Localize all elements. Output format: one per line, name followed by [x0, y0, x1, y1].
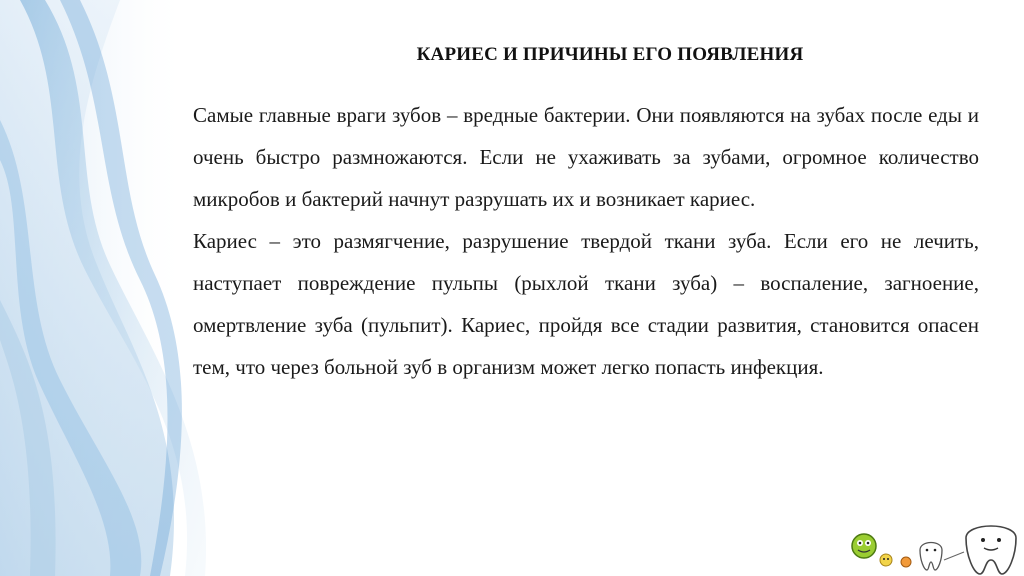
cartoon-teeth-and-bacteria-illustration-icon [846, 516, 1024, 576]
slide-title: КАРИЕС И ПРИЧИНЫ ЕГО ПОЯВЛЕНИЯ [416, 44, 804, 65]
paragraph-bacteria: Самые главные враги зубов – вредные бактерии. Они появляются на зубах после еды и очень быстро размножаются. Если не ухаживать за зубами, огромное количество микробов и бактерий начнут разрушать их и возникает кариес. [193, 103, 979, 211]
slide-body [193, 94, 979, 388]
paragraph-caries-definition: Кариес – это размягчение, разрушение твердой ткани зуба. Если его не лечить, наступает повреждение пульпы (рыхлой ткани зуба) – воспаление, загноение, омертвление зуба (пульпит). Кариес, пройдя все стадии развития, становится опасен тем, что через больной зуб в организм может легко попасть инфекция. [193, 229, 979, 379]
